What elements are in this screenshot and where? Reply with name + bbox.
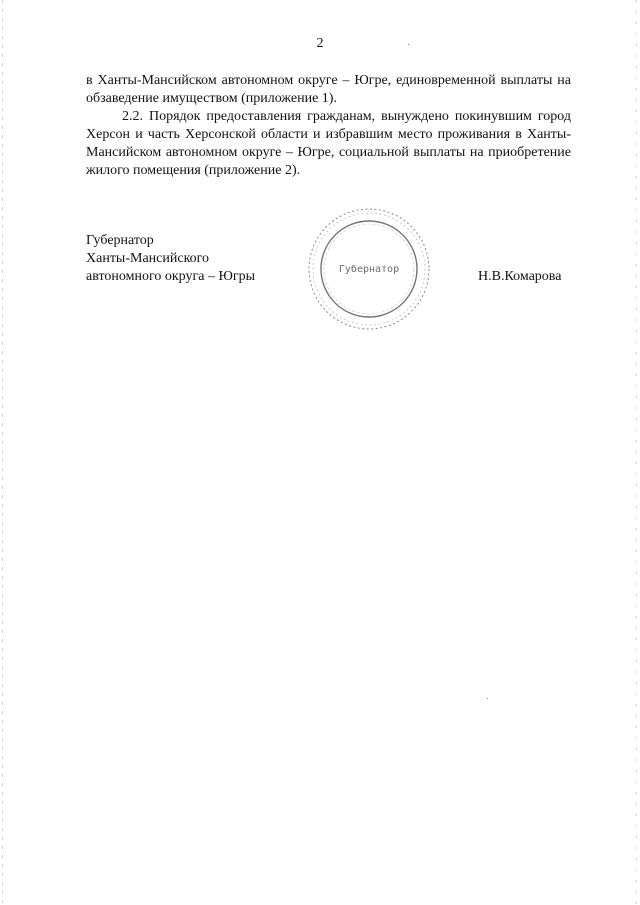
signatory-title-line-1: Губернатор bbox=[86, 233, 154, 248]
signatory-title-line-3: автономного округа – Югры bbox=[86, 269, 255, 284]
scan-edge-right bbox=[636, 0, 637, 905]
scan-edge-left bbox=[2, 0, 3, 905]
official-stamp-seal bbox=[304, 204, 434, 334]
stamp-text: Губернатор bbox=[338, 264, 400, 275]
scan-speck bbox=[408, 44, 409, 45]
signatory-name: Н.В.Комарова bbox=[478, 269, 562, 284]
signatory-title-line-2: Ханты-Мансийского bbox=[86, 251, 210, 266]
signatory-title bbox=[86, 232, 255, 286]
paragraph-2-2: 2.2. Порядок предоставления гражданам, вынуждено покинувшим город Херсон и часть Херсонской области и избравшим место проживания в Ханты-Мансийском автономном округе – Югре, социальной выплаты на приобретение жилого помещения (приложение 2). bbox=[86, 109, 571, 178]
scan-speck bbox=[487, 698, 488, 699]
page-number: 2 bbox=[316, 36, 324, 51]
document-body bbox=[86, 72, 571, 180]
paragraph-continuation: в Ханты-Мансийском автономном округе – Югре, единовременной выплаты на обзаведение имуществом (приложение 1). bbox=[86, 73, 571, 106]
